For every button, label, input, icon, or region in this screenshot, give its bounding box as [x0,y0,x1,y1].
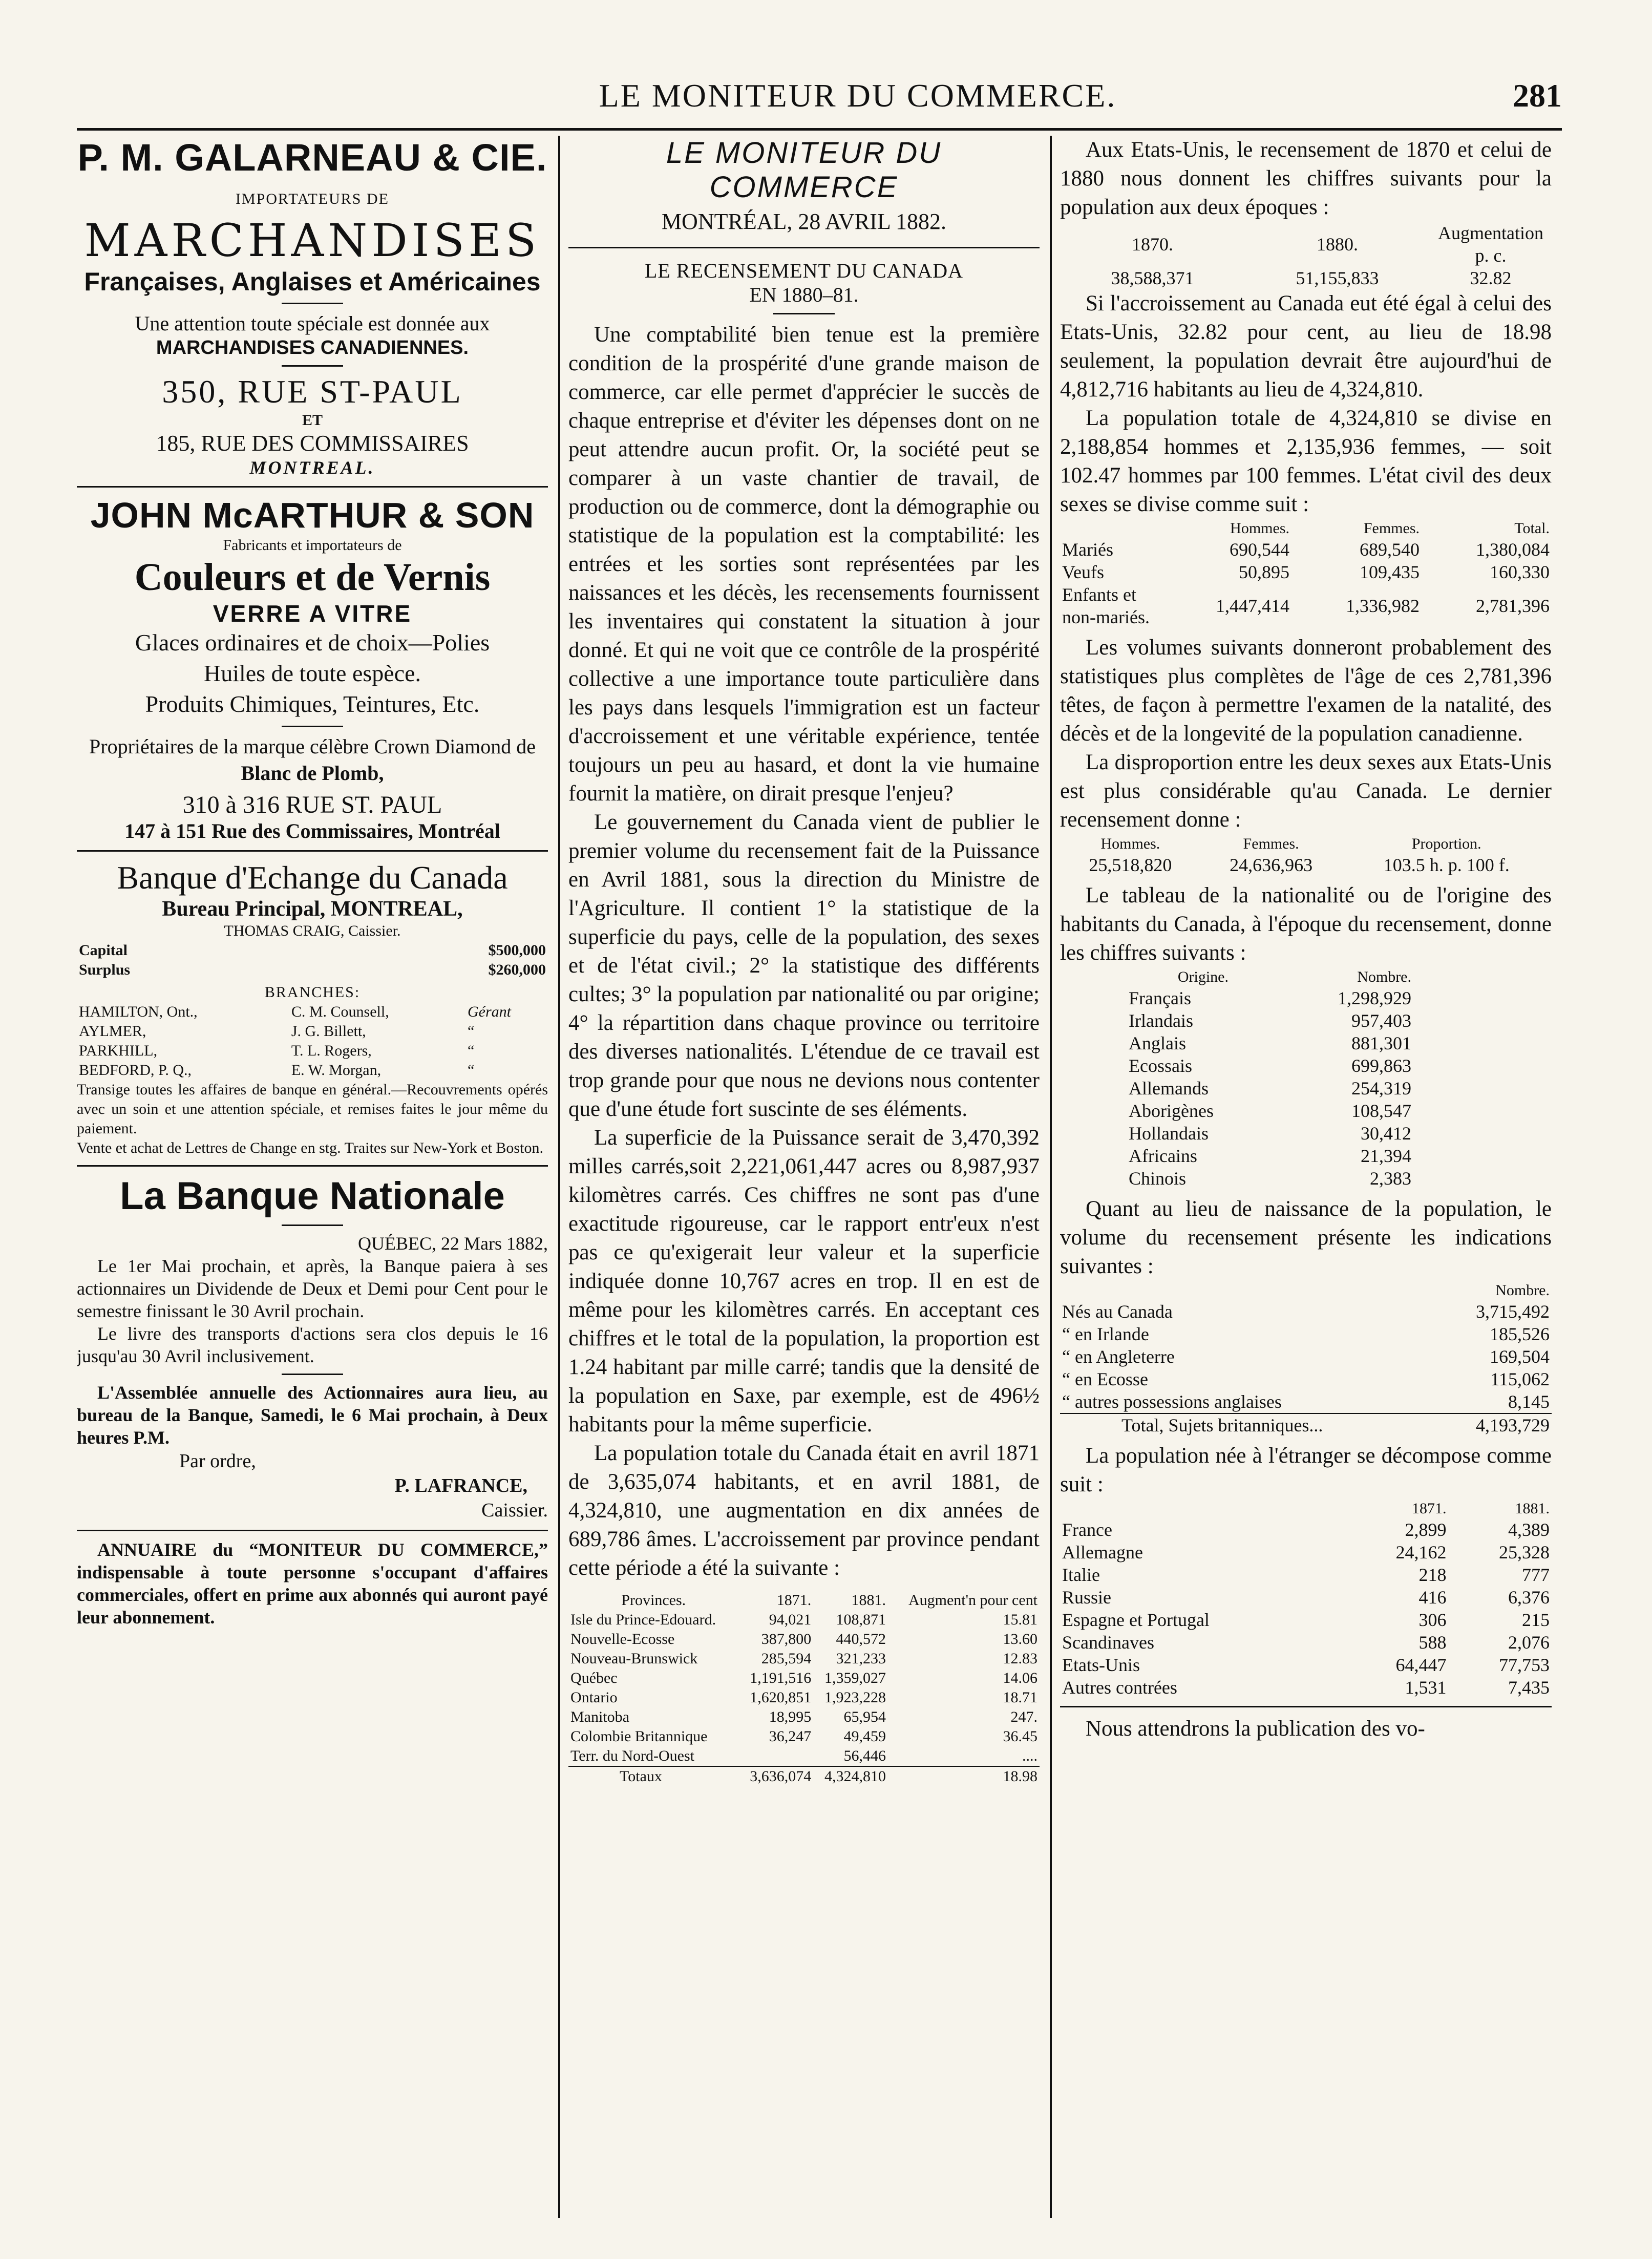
cell: 15.81 [1003,1611,1037,1628]
cell: 18.98 [1003,1768,1037,1785]
ad-galarneau-et: ET [302,412,323,429]
branch-row [77,1041,548,1061]
table-row [1060,583,1552,628]
table-row [1127,987,1413,1009]
article-paragraph: Quant au lieu de naissance de la population, le volume du recensement présente les indications suivantes : [1060,1197,1552,1278]
table-total-row [1060,1413,1552,1437]
table-row [1127,1032,1413,1054]
branch-place: PARKHILL, [79,1042,158,1059]
country-label: France [1062,1519,1112,1540]
cell: 65,954 [843,1708,886,1725]
table-row [1127,1145,1413,1167]
cell: 8,145 [1508,1391,1550,1412]
divider [77,1165,548,1167]
cell: 881,301 [1351,1033,1411,1053]
table-header [568,1591,1040,1610]
capital-value: $500,000 [488,942,546,959]
branch-person: T. L. Rogers, [291,1042,372,1059]
cell: 699,863 [1351,1055,1411,1076]
ad-annuaire: ANNUAIRE du “MONITEUR DU COMMERCE,” indispensable à toute personne s'occupant d'affaires commerciales, offert en prime aux abonnés qui auront payé leur abonnement. [77,1539,548,1628]
col-header: Proportion. [1411,835,1481,852]
col-header [1060,519,1161,538]
ad-mcarthur-produits: Produits Chimiques, Teintures, Etc. [145,691,480,717]
ad-banque-nationale-date: QUÉBEC, 22 Mars 1882, [358,1233,548,1254]
cell [739,1746,814,1766]
cell: 108,871 [836,1611,886,1628]
ad-mcarthur-huiles: Huiles de toute espèce. [203,660,421,686]
row-label: Mariés [1062,539,1113,560]
cell: 690,544 [1230,539,1289,560]
branch-place: HAMILTON, Ont., [79,1003,198,1020]
table-row [1060,1390,1552,1413]
ad-mcarthur-marque [77,733,548,787]
country-label: Autres contrées [1062,1677,1177,1698]
origin-label: Hollandais [1129,1123,1209,1144]
col-header: Nombre. [1357,968,1411,985]
province-name: Isle du Prince-Edouard. [570,1611,716,1628]
ad-banque-echange-text2: Vente et achat de Lettres de Change en stg. Traites sur New-York et Boston. [77,1139,543,1156]
origin-label: Chinois [1129,1168,1187,1189]
ad-galarneau-city: MONTREAL. [249,457,375,478]
cell: 24,162 [1395,1542,1447,1563]
cell: 777 [1522,1565,1550,1585]
birth-label: “ en Irlande [1062,1324,1149,1344]
dateline: MONTRÉAL, 28 AVRIL 1882. [661,209,947,234]
table-row [1127,1054,1413,1077]
us-population-table [1060,222,1552,289]
province-name: Manitoba [570,1708,629,1725]
table-row [568,1746,1040,1766]
cell: 2,076 [1508,1632,1550,1653]
ad-banque-nationale-signer-title: Caissier. [481,1500,548,1521]
cell: 49,459 [843,1728,886,1745]
branch-person: C. M. Counsell, [291,1003,389,1020]
row-label: Enfants et non-mariés. [1062,584,1150,627]
table-row [568,1669,1040,1688]
cell: 254,319 [1351,1078,1411,1099]
us-sex-table [1060,834,1552,876]
cell: 36,247 [769,1728,812,1745]
table-row [568,1610,1040,1630]
table-header [1060,834,1552,854]
col-header: Femmes. [1243,835,1299,852]
cell: 957,403 [1351,1010,1411,1031]
article-continued-column [1060,136,1552,2228]
table-total-row [568,1766,1040,1786]
branch-role: “ [468,1042,475,1059]
cell: 1,923,228 [824,1689,886,1706]
table-row [1127,1167,1413,1190]
province-name: Ontario [570,1689,618,1706]
table-header [1127,967,1413,987]
cell: .... [1022,1747,1037,1764]
divider [773,313,835,314]
branch-role: “ [468,1023,475,1040]
col-header: Augment'n pour cent [908,1592,1037,1609]
table-row [1060,1518,1552,1541]
civil-status-table [1060,519,1552,628]
page-number: 281 [1513,77,1562,114]
ad-banque-echange-text: Transige toutes les affaires de banque en général.—Recouvrements opérés avec un soin et une attention spéciale, et remises faites le jour même du paiement. [77,1081,548,1137]
ad-banque-nationale-assemblee: L'Assemblée annuelle des Actionnaires aura lieu, au bureau de la Banque, Samedi, le 6 Mai prochain, à Deux heures P.M. [77,1382,548,1448]
birth-label: “ autres possessions anglaises [1062,1391,1282,1412]
table-row [1060,1609,1552,1631]
col-header: Hommes. [1230,520,1289,537]
col-header: 1871. [776,1592,812,1609]
table-header [1060,1499,1552,1518]
col-header: 1871. [1412,1500,1447,1517]
provinces-table [568,1591,1040,1786]
cell: 306 [1418,1610,1447,1630]
origin-label: Ecossais [1129,1055,1192,1076]
origin-table [1127,967,1413,1190]
birth-label: Nés au Canada [1062,1301,1173,1322]
cell: 689,540 [1360,539,1420,560]
divider [1060,1706,1552,1707]
cell: 215 [1522,1610,1550,1630]
surplus-value: $260,000 [488,961,546,978]
masthead: LE MONITEUR DU COMMERCE [666,136,942,204]
cell: 32.82 [1470,268,1512,288]
cell: 4,193,729 [1476,1415,1550,1435]
country-label: Etats-Unis [1062,1655,1140,1675]
branch-place: BEDFORD, P. Q., [79,1062,192,1079]
ads-column [77,136,548,2228]
cell: 588 [1418,1632,1447,1653]
table-row [1127,1077,1413,1100]
ad-banque-echange-name: Banque d'Echange du Canada [117,859,508,896]
ad-mcarthur-address1: 310 à 316 RUE ST. PAUL [182,791,442,818]
article-paragraph: La disproportion entre les deux sexes aux Etats-Unis est plus considérable qu'au Canada. Le dernier recensement donne : [1060,750,1552,832]
cell: 14.06 [1003,1670,1037,1686]
col-header: 1880. [1317,234,1358,255]
ad-galarneau-address2: 185, RUE DES COMMISSAIRES [156,431,469,456]
capital-label: Capital [79,942,128,959]
cell: 169,504 [1490,1346,1550,1367]
origin-label: Allemands [1129,1078,1209,1099]
cell: 18.71 [1003,1689,1037,1706]
col-header: Total. [1514,520,1550,537]
branch-row [77,1022,548,1041]
divider [77,850,548,852]
ad-mcarthur-name: JOHN McARTHUR & SON [90,495,535,535]
divider [282,1224,343,1226]
cell: 387,800 [761,1631,812,1648]
foreign-born-table [1060,1499,1552,1699]
country-label: Espagne et Portugal [1062,1610,1210,1630]
origin-label: Anglais [1129,1033,1186,1053]
col-header: 1881. [1515,1500,1550,1517]
article-paragraph: La population née à l'étranger se décompose comme suit : [1060,1444,1552,1496]
cell: 108,547 [1351,1101,1411,1121]
cell: 103.5 h. p. 100 f. [1383,855,1510,875]
table-row [1060,1564,1552,1586]
table-row [1060,1676,1552,1699]
country-label: Allemagne [1062,1542,1143,1563]
ad-galarneau-marchandises: MARCHANDISES [84,214,541,267]
birthplace-table [1060,1281,1552,1437]
ad-mcarthur-subtitle: Fabricants et importateurs de [223,537,402,554]
cell: 4,324,810 [824,1768,886,1785]
origin-label: Aborigènes [1129,1101,1214,1121]
ad-banque-nationale-signer: P. LAFRANCE, [394,1475,527,1496]
divider [282,726,343,727]
col-header: Nombre. [1495,1282,1550,1299]
article-paragraph: Si l'accroissement au Canada eut été égal à celui des Etats-Unis, 32.82 pour cent, au lieu de 18.98 seulement, la population devrait être aujourd'hui de 4,812,716 habitants au lieu de 4,324,810. [1060,291,1552,402]
ad-banque-echange-capital-table [77,941,548,980]
ad-galarneau [77,136,548,479]
article-paragraph: Aux Etats-Unis, le recensement de 1870 et celui de 1880 nous donnent les chiffres suivants pour la population aux deux époques : [1060,138,1552,219]
cell: 24,636,963 [1230,855,1313,875]
ad-banque-echange-caissier: THOMAS CRAIG, Caissier. [224,922,401,939]
table-row [568,1707,1040,1727]
branch-person: E. W. Morgan, [291,1062,382,1079]
cell: 25,328 [1499,1542,1550,1563]
cell: 12.83 [1003,1650,1037,1667]
cell: 18,995 [769,1708,812,1725]
table-row [1060,561,1552,583]
ad-banque-nationale-name: La Banque Nationale [120,1174,505,1218]
page-header [77,77,1562,131]
ad-galarneau-canadiennes: MARCHANDISES CANADIENNES. [156,337,469,358]
cell: 64,447 [1395,1655,1447,1675]
cell: 2,899 [1405,1519,1447,1540]
article-paragraph: La superficie de la Puissance serait de 3,470,392 milles carrés,soit 2,221,061,447 acres ou 8,987,937 kilomètres carrés. Ces chiffres ne sont pas d'une exactitude rigoureuse, car le rapport entr'eux n'est pas ce qu'exigerait leur valeur et la superficie indiquée donne 10,767 acres en trop. Il en est de même pour les kilomètres carrés. En acceptant ces chiffres et le total de la population, la proportion est 1.24 habitant par mille carré; tandis que la densité de la population en Saxe, par exemple, est de 496½ habitants pour la même superficie. [568,1126,1040,1437]
ad-galarneau-address1: 350, RUE ST-PAUL [162,373,463,410]
cell: 2,383 [1370,1168,1411,1189]
ad-galarneau-name: P. M. GALARNEAU & CIE. [77,136,547,179]
table-row [568,1630,1040,1649]
cell: 3,715,492 [1476,1301,1550,1322]
province-name: Nouvelle-Ecosse [570,1631,675,1648]
col-header: 1881. [851,1592,886,1609]
cell: 1,620,851 [750,1689,812,1706]
table-row [1060,854,1552,876]
total-label: Totaux [620,1768,662,1785]
country-label: Russie [1062,1587,1112,1608]
branch-row [77,1061,548,1080]
ad-banque-echange-bureau: Bureau Principal, MONTREAL, [162,897,463,921]
article-title-line1: LE RECENSEMENT DU CANADA [644,259,964,282]
table-row [1127,1122,1413,1145]
article-paragraph: Le gouvernement du Canada vient de publier le premier volume du recensement fait de la Puissance en Avril 1881, sous la direction du Ministre de l'Agriculture. Il contient 1° la statistique de la superficie du pays, celle de la population, des sexes et de l'état civil.; 2° la statistique des différents cultes; 3° la population par nationalité ou par origine; 4° la répartition dans chaque province ou territoire des diverses nationalités. L'étendue de ce travail est trop grande pour que nous ne devions nous contenter que d'une étude fort suscinte de ses éléments. [568,810,1040,1121]
table-row [1060,1345,1552,1368]
province-name: Terr. du Nord-Ouest [570,1747,695,1764]
branch-role: Gérant [468,1003,512,1020]
article-title-line2: EN 1880–81. [749,283,859,306]
col-header: Hommes. [1100,835,1160,852]
ad-mcarthur [77,495,548,843]
ad-galarneau-note: Une attention toute spéciale est donnée aux [135,312,490,335]
branch-row [77,1002,548,1022]
cell: 38,588,371 [1111,268,1194,288]
cell: 416 [1418,1587,1447,1608]
cell: 3,636,074 [750,1768,812,1785]
province-name: Colombie Britannique [570,1728,708,1745]
article-paragraph: Les volumes suivants donneront probablement des statistiques plus complètes de l'âge de ces 2,781,396 têtes, de façon à permettre l'examen de la natalité, des décès et de la longevité de la population canadienne. [1060,636,1552,746]
article-paragraph: La population totale de 4,324,810 se divise en 2,188,854 hommes et 2,135,936 femmes, — soit 102.47 hommes par 100 femmes. L'état civil des deux sexes se divise comme suit : [1060,406,1552,516]
ad-banque-echange-branches-title: BRANCHES: [264,984,361,1001]
cell: 50,895 [1239,562,1289,582]
ad-mcarthur-glaces: Glaces ordinaires et de choix—Polies [135,629,490,656]
total-label: Total, Sujets britanniques... [1121,1415,1323,1435]
cell: 6,376 [1508,1587,1550,1608]
cell: 21,394 [1361,1146,1411,1166]
table-row [1060,1300,1552,1323]
divider [77,486,548,488]
ad-mcarthur-marque-text: Propriétaires de la marque célèbre Crown Diamond de [89,735,536,758]
col-header: Origine. [1177,968,1229,985]
column-rule-left [558,136,560,2218]
cell: 1,447,414 [1216,596,1289,616]
cell: 1,191,516 [750,1670,812,1686]
divider [568,247,1040,248]
table-row [1060,1631,1552,1654]
cell: 321,233 [836,1650,886,1667]
ad-mcarthur-headline: Couleurs et de Vernis [134,556,491,599]
ad-banque-nationale-body: Le 1er Mai prochain, et après, la Banque paiera à ses actionnaires un Dividende de Deux et Demi pour Cent pour le semestre finissant le 30 Avril prochain. [77,1256,548,1321]
ad-banque-echange [77,859,548,1158]
ad-mcarthur-blanc: Blanc de Plomb, [241,762,384,785]
divider [282,365,343,367]
table-row [1060,538,1552,561]
col-header: 1870. [1132,234,1173,255]
table-row [568,1688,1040,1707]
origin-label: Irlandais [1129,1010,1193,1031]
branch-role: “ [468,1062,475,1079]
table-row [568,1649,1040,1669]
article-column [568,136,1040,2228]
col-header: Augmentation p. c. [1438,223,1543,266]
birth-label: “ en Ecosse [1062,1369,1148,1389]
cell: 13.60 [1003,1631,1037,1648]
ad-banque-nationale-body2: Le livre des transports d'actions sera clos depuis le 16 jusqu'au 30 Avril inclusivement. [77,1323,548,1366]
ad-banque-echange-branches [77,1002,548,1080]
cell: 36.45 [1003,1728,1037,1745]
cell: 94,021 [769,1611,812,1628]
country-label: Scandinaves [1062,1632,1154,1653]
birth-label: “ en Angleterre [1062,1346,1175,1367]
cell: 77,753 [1499,1655,1550,1675]
branch-person: J. G. Billett, [291,1023,366,1040]
cell: 51,155,833 [1296,268,1379,288]
cell: 160,330 [1490,562,1550,582]
table-header [1060,222,1552,267]
col-header [1060,1499,1345,1518]
table-row [1060,1541,1552,1564]
cell: 115,062 [1490,1369,1550,1389]
origin-label: Français [1129,988,1191,1008]
cell: 218 [1418,1565,1447,1585]
surplus-label: Surplus [79,961,131,978]
cell: 247. [1010,1708,1037,1725]
table-row [1127,1009,1413,1032]
table-row [1060,267,1552,289]
ad-galarneau-subtitle: IMPORTATEURS DE [236,191,389,207]
surplus-row [77,960,548,980]
province-name: Québec [570,1670,618,1686]
article-paragraph: Nous attendrons la publication des vo- [1086,1717,1425,1741]
cell: 285,594 [761,1650,812,1667]
cell: 25,518,820 [1089,855,1172,875]
country-label: Italie [1062,1565,1100,1585]
col-header: Femmes. [1363,520,1420,537]
divider [77,1530,548,1531]
cell: 7,435 [1508,1677,1550,1698]
cell: 56,446 [843,1747,886,1764]
ad-banque-nationale [77,1174,548,1523]
capital-row [77,941,548,960]
cell: 440,572 [836,1631,886,1648]
table-header [1060,1281,1552,1300]
col-header: Provinces. [621,1592,686,1609]
article-paragraph: La population totale du Canada était en avril 1871 de 3,635,074 habitants, et en avril 1881, de 4,324,810, une augmentation en dix années de 689,786 âmes. L'accroissement par province pendant cette période a été la suivante : [568,1441,1040,1580]
table-row [1060,1586,1552,1609]
table-row [1127,1100,1413,1122]
cell: 30,412 [1361,1123,1411,1144]
ad-banque-nationale-par-ordre: Par ordre, [179,1450,256,1472]
cell: 2,781,396 [1476,596,1550,616]
table-row [1060,1654,1552,1676]
divider [282,1374,343,1375]
cell: 1,336,982 [1346,596,1420,616]
table-row [1060,1368,1552,1390]
branch-place: AYLMER, [79,1023,146,1040]
cell: 1,531 [1405,1677,1447,1698]
row-label: Veufs [1062,562,1104,582]
cell: 1,380,084 [1476,539,1550,560]
divider [282,303,343,304]
ad-mcarthur-verre: VERRE A VITRE [213,600,412,627]
col-header [1060,1281,1440,1300]
table-header [1060,519,1552,538]
cell: 4,389 [1508,1519,1550,1540]
cell: 1,359,027 [824,1670,886,1686]
origin-label: Africains [1129,1146,1197,1166]
ad-mcarthur-address2: 147 à 151 Rue des Commissaires, Montréal [124,819,500,842]
article-paragraph: Le tableau de la nationalité ou de l'origine des habitants du Canada, à l'époque du recensement, donne les chiffres suivants : [1060,883,1552,965]
column-rule-right [1050,136,1052,2218]
ad-galarneau-origins: Françaises, Anglaises et Américaines [84,267,541,296]
article-paragraph: Une comptabilité bien tenue est la première condition de la prospérité d'une grande maison de commerce, car elle permet d'apprécier le succès de chaque entreprise et d'éviter les dépenses dont on ne peut attendre aucun profit. Or, la société peut se comparer à un vaste chantier de travail, de production ou de commerce, dont la démographie ou statistique de la population est la comptabilité: les entrées et les sorties sont représentées par les naissances et les décès, les recensements fournissent les inventaires qui constatent la situation à jour donné. Et qui ne voit que ce contrôle de la prospérité collective a une importance toute particulière dans les pays dans lesquels l'immigration est un facteur d'accroissement et une véritable expérience, tentée toujours un peu au hasard, et dont la vie humaine fournit la matière, on dirait presque l'enjeu? [568,323,1040,806]
running-title: LE MONITEUR DU COMMERCE. [599,77,1117,114]
cell: 185,526 [1490,1324,1550,1344]
table-row [1060,1323,1552,1345]
cell: 109,435 [1360,562,1420,582]
cell: 1,298,929 [1338,988,1411,1008]
province-name: Nouveau-Brunswick [570,1650,698,1667]
table-row [568,1727,1040,1746]
